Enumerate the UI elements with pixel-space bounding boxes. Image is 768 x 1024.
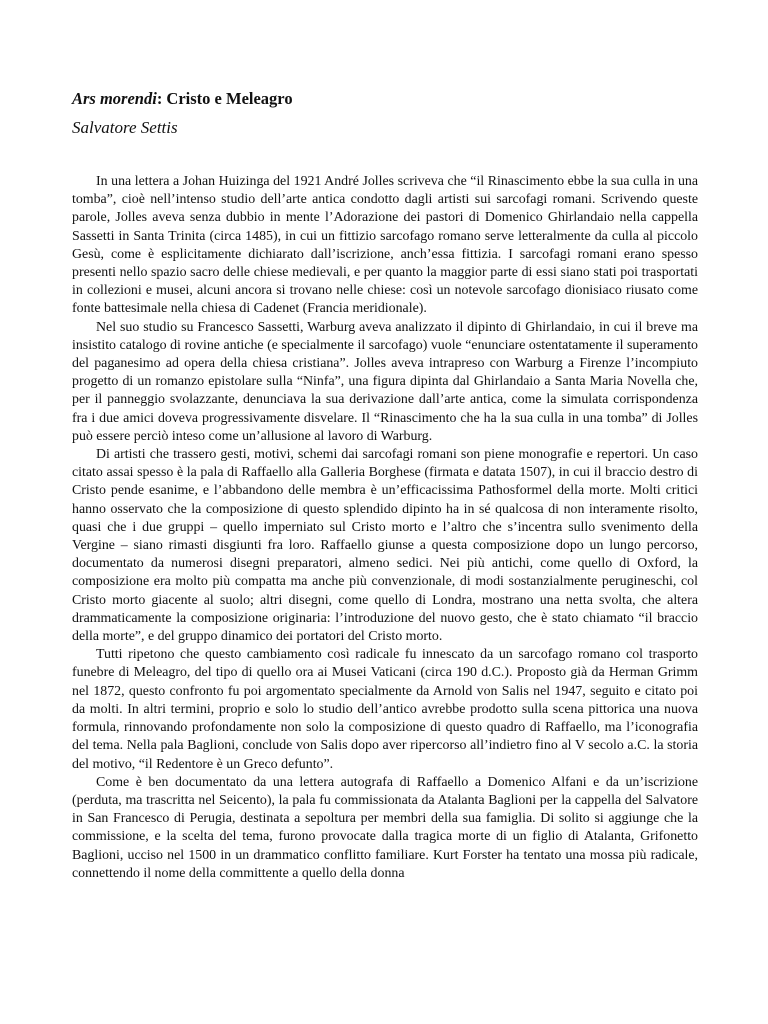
article-body: [72, 173, 698, 883]
paragraph: Come è ben documentato da una lettera autografa di Raffaello a Domenico Alfani e da un’iscrizione (perduta, ma trascritta nel Seicento), la pala fu commissionata da Atalanta Baglioni per la cappella del Salvatore in San Francesco di Perugia, destinata a sepoltura per membri della sua famiglia. Di solito si aggiunge che la commissione, e la scelta del tema, furono provocate dalla tragica morte di un figlio di Atalanta, Grifonetto Baglioni, ucciso nel 1500 in un drammatico conflitto familiare. Kurt Forster ha tentato una mossa più radicale, connettendo il nome della committente a quello della donna: [72, 774, 698, 881]
article-title: [72, 88, 698, 110]
document-page: [72, 88, 698, 883]
paragraph: Nel suo studio su Francesco Sassetti, Warburg aveva analizzato il dipinto di Ghirlandaio, in cui il breve ma insistito catalogo di rovine antiche (e specialmente il sarcofago) vuole “enunciare ostentatamente il superamento del paganesimo ad opera della chiesa cristiana”. Jolles aveva intrapreso con Warburg a Firenze l’incompiuto progetto di un romanzo epistolare sulla “Ninfa”, una figura dipinta dal Ghirlandaio a Santa Maria Novella che, per il panneggio svolazzante, denunciava la sua derivazione dall’arte antica, come la simulata corrispondenza fra i due amici doveva progressivamente disvelare. Il “Rinascimento che ha la sua culla in una tomba” di Jolles può essere perciò inteso come un’allusione al lavoro di Warburg.: [72, 319, 698, 444]
paragraph: Di artisti che trassero gesti, motivi, schemi dai sarcofagi romani son piene monografie e repertori. Un caso citato assai spesso è la pala di Raffaello alla Galleria Borghese (firmata e datata 1507), in cui il braccio destro di Cristo pende esanime, e l’abbandono delle membra è un’efficacissima Pathosformel della morte. Molti critici hanno osservato che la composizione di questo splendido dipinto ha in sé qualcosa di non interamente risolto, quasi che i due gruppi – quello imperniato sul Cristo morto e l’altro che s’incentra sullo svenimento della Vergine – siano rimasti disgiunti fra loro. Raffaello giunse a questa composizione dopo un lungo percorso, documentato da numerosi disegni preparatori, almeno sedici. Nei più antichi, come quello di Oxford, la composizione era molto più compatta ma anche più convenzionale, di modi sostanzialmente perugineschi, col Cristo morto giacente al suolo; altri disegni, come quello di Londra, mostrano una netta svolta, che altera drammaticamente la composizione originaria: l’introduzione del nuovo gesto, che è stato chiamato “il braccio della morte”, e del gruppo dinamico dei portatori del Cristo morto.: [72, 447, 698, 645]
article-title-rest: : Cristo e Meleagro: [156, 89, 293, 108]
paragraph: Tutti ripetono che questo cambiamento così radicale fu innescato da un sarcofago romano col trasporto funebre di Meleagro, del tipo di quello ora ai Musei Vaticani (circa 190 d.C.). Proposto già da Herman Grimm nel 1872, questo confronto fu poi argomentato specialmente da Arnold von Salis nel 1947, seguito e citato poi da molti. In altri termini, proprio e solo lo studio dell’antico avrebbe prodotto sulla scena pittorica una nuova formula, rinnovando profondamente non solo la composizione di questo quadro di Raffaello, ma l’iconografia del tema. Nella pala Baglioni, conclude von Salis dopo aver ripercorso all’indietro fino al V secolo a.C. la storia del motivo, “il Redentore è un Greco defunto”.: [72, 647, 698, 772]
author-name: Salvatore Settis: [72, 118, 178, 137]
paragraph: In una lettera a Johan Huizinga del 1921 André Jolles scriveva che “il Rinascimento ebbe la sua culla in una tomba”, cioè nell’intenso studio dell’arte antica condotto dagli artisti sui sarcofagi romani. Scrivendo queste parole, Jolles aveva senza dubbio in mente l’Adorazione dei pastori di Domenico Ghirlandaio nella cappella Sassetti in Santa Trinita (circa 1485), in cui un fittizio sarcofago romano serve letteralmente da culla al piccolo Gesù, come è esplicitamente dichiarato dall’iscrizione, anch’essa fittizia. I sarcofagi romani erano spesso presenti nello spazio sacro delle chiese medievali, e per quanto la maggior parte di essi siano stati poi trasportati in collezioni e musei, alcuni ancora si trovano nelle chiese: così un notevole sarcofago dionisiaco riusato come fonte battesimale nella chiesa di Cadenet (Francia meridionale).: [72, 174, 698, 317]
article-title-italic: Ars morendi: [72, 89, 157, 108]
